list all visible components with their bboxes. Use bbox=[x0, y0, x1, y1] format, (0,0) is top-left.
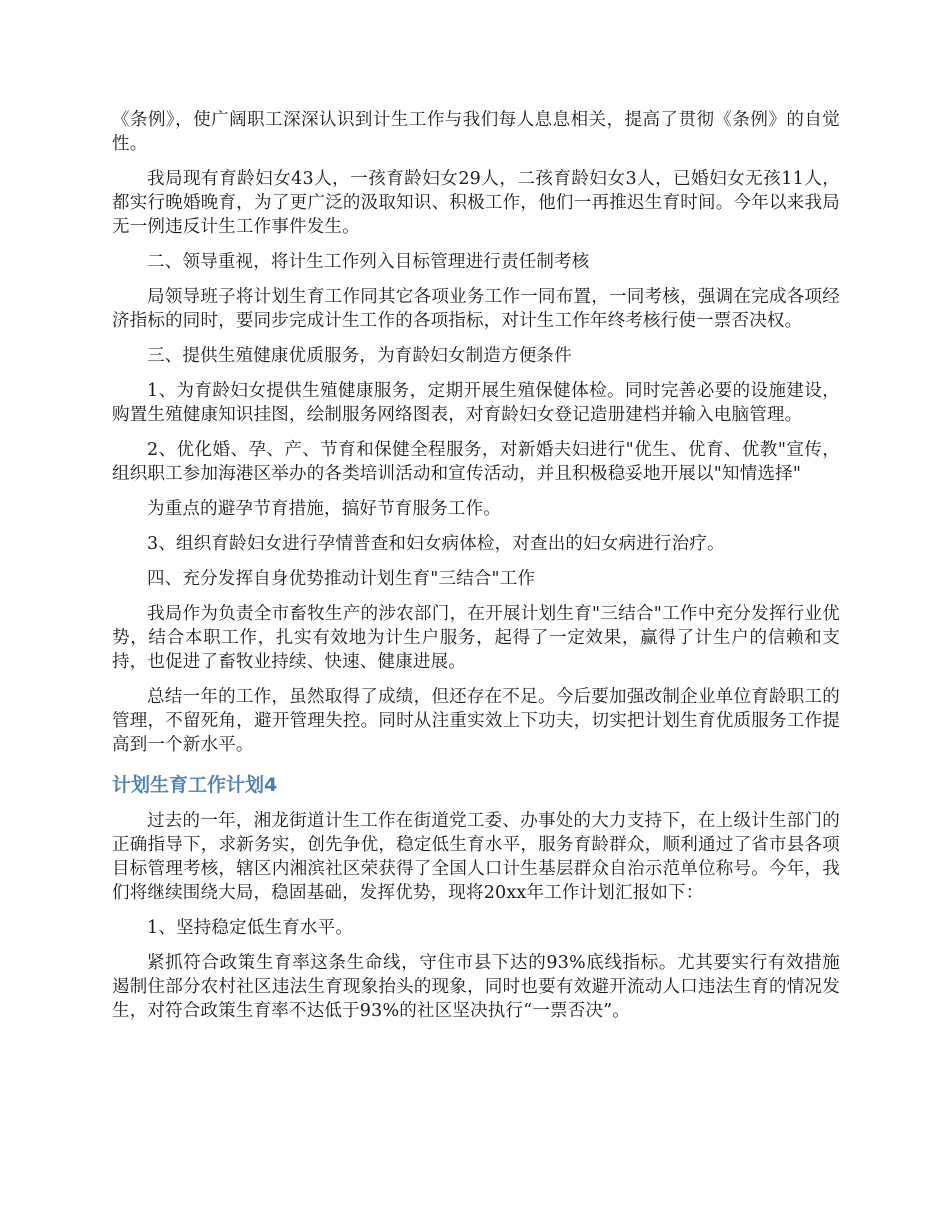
paragraph-regulations-awareness: 《条例》，使广阔职工深深认识到计生工作与我们每人息息相关，提高了贯彻《条例》的自觉性。 bbox=[112, 110, 840, 154]
paragraph-plan-item-1-detail: 紧抓符合政策生育率这条生命线，守住市县下达的93%底线指标。尤其要实行有效措施遏制住部分农村社区违法生育现象抬头的现象，同时也要有效避开流动人口违法生育的情况发生，对符合政策生育率不达低于93%的社区坚决执行“一票否决”。 bbox=[112, 953, 840, 1021]
paragraph-leadership: 局领导班子将计划生育工作同其它各项业务工作一同布置，一同考核，强调在完成各项经济指标的同时，要同步完成计生工作的各项指标，对计生工作年终考核行使一票否决权。 bbox=[112, 287, 840, 331]
paragraph-service-2-cont: 为重点的避孕节育措施，搞好节育服务工作。 bbox=[147, 499, 501, 519]
paragraph-women-statistics: 我局现有育龄妇女43人，一孩育龄妇女29人，二孩育龄妇女3人，已婚妇女无孩11人，都实行晚婚晚育，为了更广泛的汲取知识、积极工作，他们一再推迟生育时间。今年以来我局无一例违反计生工作事件发生。 bbox=[112, 169, 840, 237]
paragraph-plan-item-1: 1、坚持稳定低生育水平。 bbox=[147, 918, 354, 938]
heading-health-service: 三、提供生殖健康优质服务，为育龄妇女制造方便条件 bbox=[147, 346, 572, 366]
paragraph-service-1: 1、为育龄妇女提供生殖健康服务，定期开展生殖保健体检。同时完善必要的设施建设，购置生殖健康知识挂图，绘制服务网络图表，对育龄妇女登记造册建档并输入电脑管理。 bbox=[112, 381, 840, 425]
section-title: 计划生育工作计划4 bbox=[112, 774, 278, 796]
paragraph-plan-intro: 过去的一年，湘龙街道计生工作在街道党工委、办事处的大力支持下，在上级计生部门的正确指导下，求新务实，创先争优，稳定低生育水平，服务育龄群众，顺利通过了省市县各项目标管理考核，辖区内湘滨社区荣获得了全国人口计生基层群众自治示范单位称号。今年，我们将继续围绕大局，稳固基础，发挥优势，现将20xx年工作计划汇报如下： bbox=[112, 811, 840, 903]
paragraph-three-combination: 我局作为负责全市畜牧生产的涉农部门，在开展计划生育"三结合"工作中充分发挥行业优势，结合本职工作，扎实有效地为计生户服务，起得了一定效果，赢得了计生户的信赖和支持，也促进了畜牧业持续、快速、健康进展。 bbox=[112, 604, 840, 672]
paragraph-service-3: 3、组织育龄妇女进行孕情普查和妇女病体检，对查出的妇女病进行治疗。 bbox=[147, 534, 725, 554]
heading-three-combination: 四、充分发挥自身优势推动计划生育"三结合"工作 bbox=[147, 569, 536, 589]
heading-leadership: 二、领导重视，将计生工作列入目标管理进行责任制考核 bbox=[147, 252, 590, 272]
document-page bbox=[112, 108, 840, 1034]
paragraph-summary: 总结一年的工作，虽然取得了成绩，但还存在不足。今后要加强改制企业单位育龄职工的管理，不留死角，避开管理失控。同时从注重实效上下功夫，切实把计划生育优质服务工作提高到一个新水平。 bbox=[112, 687, 840, 755]
paragraph-service-2: 2、优化婚、孕、产、节育和保健全程服务，对新婚夫妇进行"优生、优育、优教"宣传，组织职工参加海港区举办的各类培训活动和宣传活动，并且积极稳妥地开展以"知情选择" bbox=[112, 440, 840, 484]
